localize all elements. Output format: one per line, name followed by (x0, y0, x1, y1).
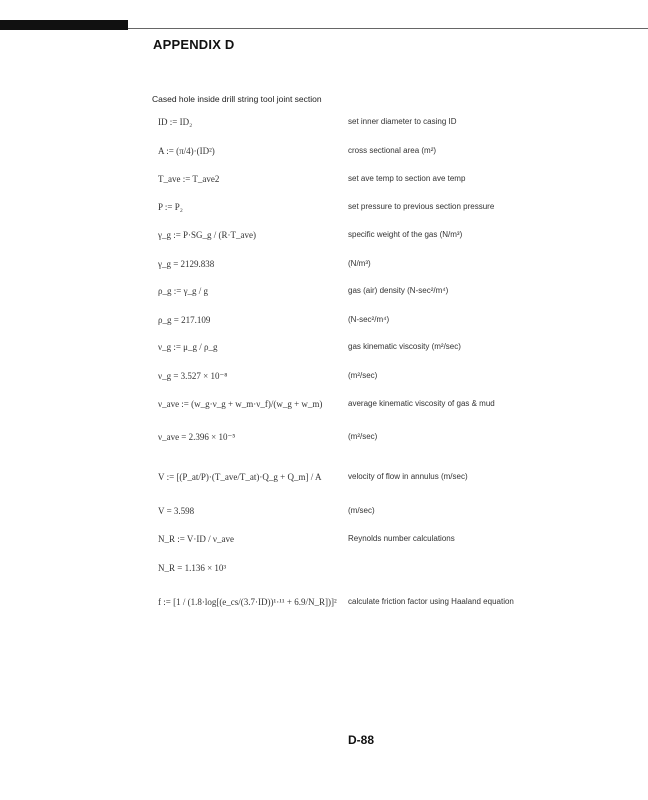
desc-velocity-def: velocity of flow in annulus (m/sec) (348, 472, 468, 481)
page-number: D-88 (348, 733, 375, 747)
desc-pressure: set pressure to previous section pressure (348, 202, 495, 211)
eq-reynolds-val: N_R = 1.136 × 10³ (158, 563, 227, 573)
desc-rho-def: gas (air) density (N-sec²/m⁴) (348, 286, 449, 295)
desc-reynolds-def: Reynolds number calculations (348, 534, 455, 543)
desc-friction-def: calculate friction factor using Haaland equation (348, 597, 514, 606)
appendix-title: APPENDIX D (153, 37, 235, 52)
eq-area: A := (π/4)·(ID²) (158, 146, 215, 156)
eq-id: ID := ID₂ (158, 117, 193, 127)
eq-nuave-def: ν_ave := (w_g·ν_g + w_m·ν_f)/(w_g + w_m) (158, 399, 323, 409)
header-bar (0, 20, 128, 30)
desc-nu-val: (m²/sec) (348, 371, 378, 380)
desc-rho-val: (N-sec²/m⁴) (348, 315, 390, 324)
desc-area: cross sectional area (m²) (348, 146, 437, 155)
eq-gamma-val: γ_g = 2129.838 (158, 259, 215, 269)
eq-friction-def: f := [1 / (1.8·log[(e_cs/(3.7·ID))¹·¹¹ + 6.9/N_R])]² (158, 597, 337, 607)
desc-gamma-val: (N/m³) (348, 259, 371, 268)
eq-gamma-def: γ_g := P·SG_g / (R·T_ave) (158, 230, 257, 240)
eq-nu-val: ν_g = 3.527 × 10⁻⁸ (158, 371, 228, 381)
eq-pressure: P := P₂ (158, 202, 183, 212)
section-title: Cased hole inside drill string tool joint section (152, 94, 322, 104)
desc-tave: set ave temp to section ave temp (348, 174, 466, 183)
desc-velocity-val: (m/sec) (348, 506, 375, 515)
desc-nuave-val: (m²/sec) (348, 432, 378, 441)
eq-reynolds-def: N_R := V·ID / ν_ave (158, 534, 234, 544)
eq-velocity-val: V = 3.598 (158, 506, 195, 516)
eq-nuave-val: ν_ave = 2.396 × 10⁻⁵ (158, 432, 236, 442)
desc-nuave-def: average kinematic viscosity of gas & mud (348, 399, 495, 408)
eq-rho-def: ρ_g := γ_g / g (158, 286, 209, 296)
desc-gamma-def: specific weight of the gas (N/m³) (348, 230, 463, 239)
eq-tave: T_ave := T_ave2 (158, 174, 220, 184)
desc-id: set inner diameter to casing ID (348, 117, 457, 126)
header-rule (128, 28, 648, 29)
desc-nu-def: gas kinematic viscosity (m²/sec) (348, 342, 461, 351)
eq-rho-val: ρ_g = 217.109 (158, 315, 211, 325)
eq-velocity-def: V := [(P_at/P)·(T_ave/T_at)·Q_g + Q_m] / A (158, 472, 322, 482)
eq-nu-def: ν_g := μ_g / ρ_g (158, 342, 218, 352)
